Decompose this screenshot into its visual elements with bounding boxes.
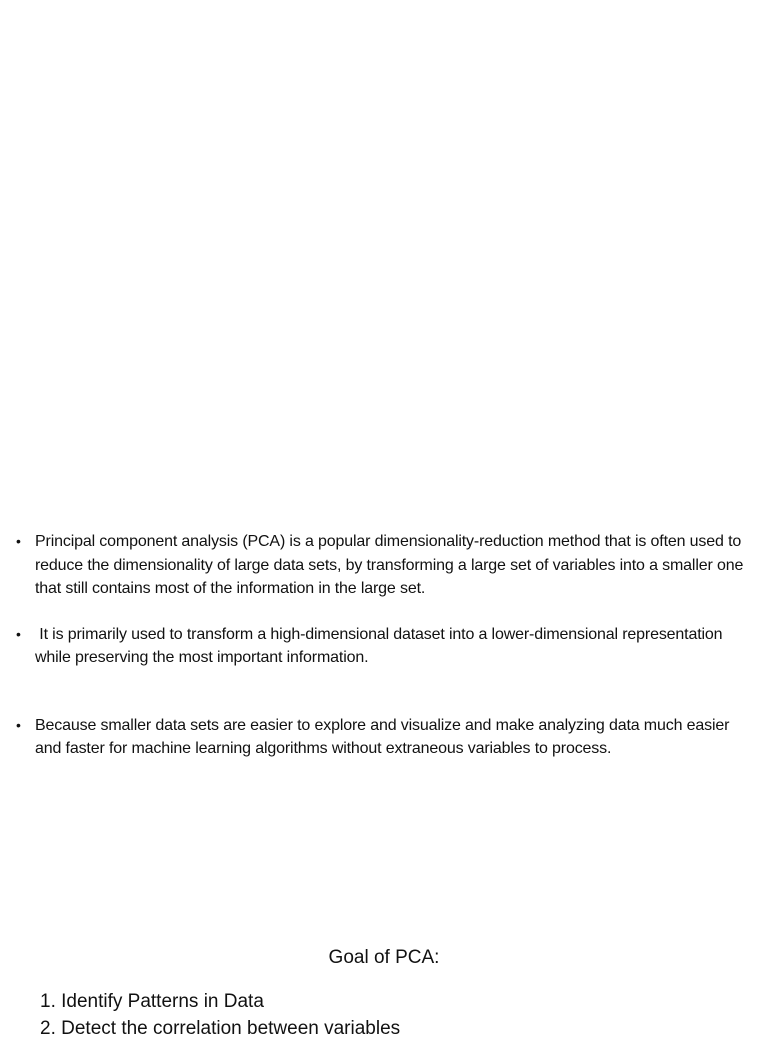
bullet-list [16, 530, 751, 761]
goal-item: 2. Detect the correlation between variables [40, 1018, 401, 1039]
bullet-marker: • [16, 533, 21, 549]
goals-heading: Goal of PCA: [328, 947, 440, 968]
bullet-marker: • [16, 625, 21, 642]
goals-list [40, 988, 400, 1042]
bullet-item [16, 530, 751, 601]
goal-item: 1. Identify Patterns in Data [40, 991, 264, 1012]
bullet-marker: • [16, 716, 21, 733]
bullet-item [16, 623, 751, 670]
bullet-text: Because smaller data sets are easier to explore and visualize and make analyzing data much easier and faster for machine learning algorithms without extraneous variables to process. [35, 716, 730, 757]
bullet-text: Principal component analysis (PCA) is a popular dimensionality-reduction method that is often used to reduce the dimensionality of large data sets, by transforming a large set of variables into a smaller one that still contains most of the information in the large set. [35, 533, 744, 597]
bullet-text: It is primarily used to transform a high-dimensional dataset into a lower-dimensional representation while preserving the most important information. [35, 625, 727, 666]
bullet-item [16, 714, 751, 761]
